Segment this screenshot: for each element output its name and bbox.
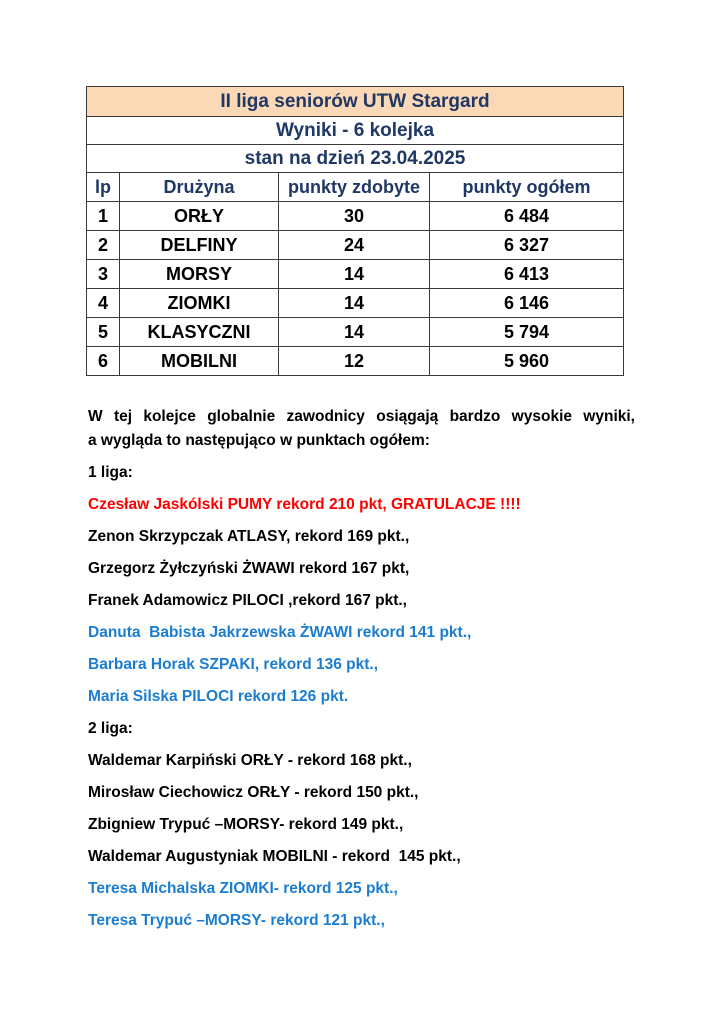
record-line: Barbara Horak SZPAKI, rekord 136 pkt., <box>88 656 379 673</box>
cell-rank: 3 <box>87 260 120 289</box>
cell-team: ORŁY <box>120 202 279 231</box>
cell-rank: 1 <box>87 202 120 231</box>
cell-rank: 2 <box>87 231 120 260</box>
table-row <box>87 260 624 289</box>
cell-points-won: 14 <box>279 318 430 347</box>
cell-points-total: 6 146 <box>430 289 624 318</box>
column-header-lp: lp <box>87 173 120 202</box>
record-line: Czesław Jaskólski PUMY rekord 210 pkt, GRATULACJE !!!! <box>88 496 521 513</box>
cell-rank: 6 <box>87 347 120 376</box>
column-header-points-won: punkty zdobyte <box>279 173 430 202</box>
record-line: Mirosław Ciechowicz ORŁY - rekord 150 pkt., <box>88 784 419 801</box>
cell-rank: 5 <box>87 318 120 347</box>
column-header-team: Drużyna <box>120 173 279 202</box>
cell-points-total: 6 413 <box>430 260 624 289</box>
table-row <box>87 347 624 376</box>
record-line: Zenon Skrzypczak ATLASY, rekord 169 pkt., <box>88 528 410 545</box>
cell-points-won: 30 <box>279 202 430 231</box>
section-label-liga-1: 1 liga: <box>88 464 133 481</box>
record-line: Waldemar Augustyniak MOBILNI - rekord 145 pkt., <box>88 848 461 865</box>
cell-rank: 4 <box>87 289 120 318</box>
cell-team: MOBILNI <box>120 347 279 376</box>
table-date-line: stan na dzień 23.04.2025 <box>87 145 624 173</box>
table-title: II liga seniorów UTW Stargard <box>87 87 624 117</box>
table-subtitle: Wyniki - 6 kolejka <box>87 117 624 145</box>
record-line: Waldemar Karpiński ORŁY - rekord 168 pkt., <box>88 752 412 769</box>
record-line: Teresa Trypuć –MORSY- rekord 121 pkt., <box>88 912 385 929</box>
intro-line: a wygląda to następująco w punktach ogółem: <box>88 432 430 449</box>
table-row <box>87 318 624 347</box>
table-row <box>87 231 624 260</box>
record-line: Maria Silska PILOCI rekord 126 pkt. <box>88 688 349 705</box>
league-results-table <box>86 86 624 376</box>
intro-paragraph <box>88 405 635 453</box>
record-line: Grzegorz Żyłczyński ŻWAWI rekord 167 pkt, <box>88 560 410 577</box>
results-text-block <box>86 405 635 932</box>
cell-points-total: 5 960 <box>430 347 624 376</box>
table-row <box>87 202 624 231</box>
cell-points-won: 12 <box>279 347 430 376</box>
cell-team: KLASYCZNI <box>120 318 279 347</box>
table-row <box>87 289 624 318</box>
record-line: Franek Adamowicz PILOCI ,rekord 167 pkt., <box>88 592 407 609</box>
record-line: Zbigniew Trypuć –MORSY- rekord 149 pkt., <box>88 816 404 833</box>
column-header-points-total: punkty ogółem <box>430 173 624 202</box>
cell-points-total: 6 327 <box>430 231 624 260</box>
cell-team: DELFINY <box>120 231 279 260</box>
cell-points-total: 6 484 <box>430 202 624 231</box>
record-line: Teresa Michalska ZIOMKI- rekord 125 pkt., <box>88 880 398 897</box>
section-label-liga-2: 2 liga: <box>88 720 133 737</box>
record-line: Danuta Babista Jakrzewska ŻWAWI rekord 141 pkt., <box>88 624 472 641</box>
table-header-row <box>87 173 624 202</box>
cell-team: MORSY <box>120 260 279 289</box>
cell-team: ZIOMKI <box>120 289 279 318</box>
cell-points-won: 24 <box>279 231 430 260</box>
intro-line: W tej kolejce globalnie zawodnicy osiągają bardzo wysokie wyniki, <box>88 408 635 425</box>
cell-points-won: 14 <box>279 260 430 289</box>
cell-points-won: 14 <box>279 289 430 318</box>
cell-points-total: 5 794 <box>430 318 624 347</box>
